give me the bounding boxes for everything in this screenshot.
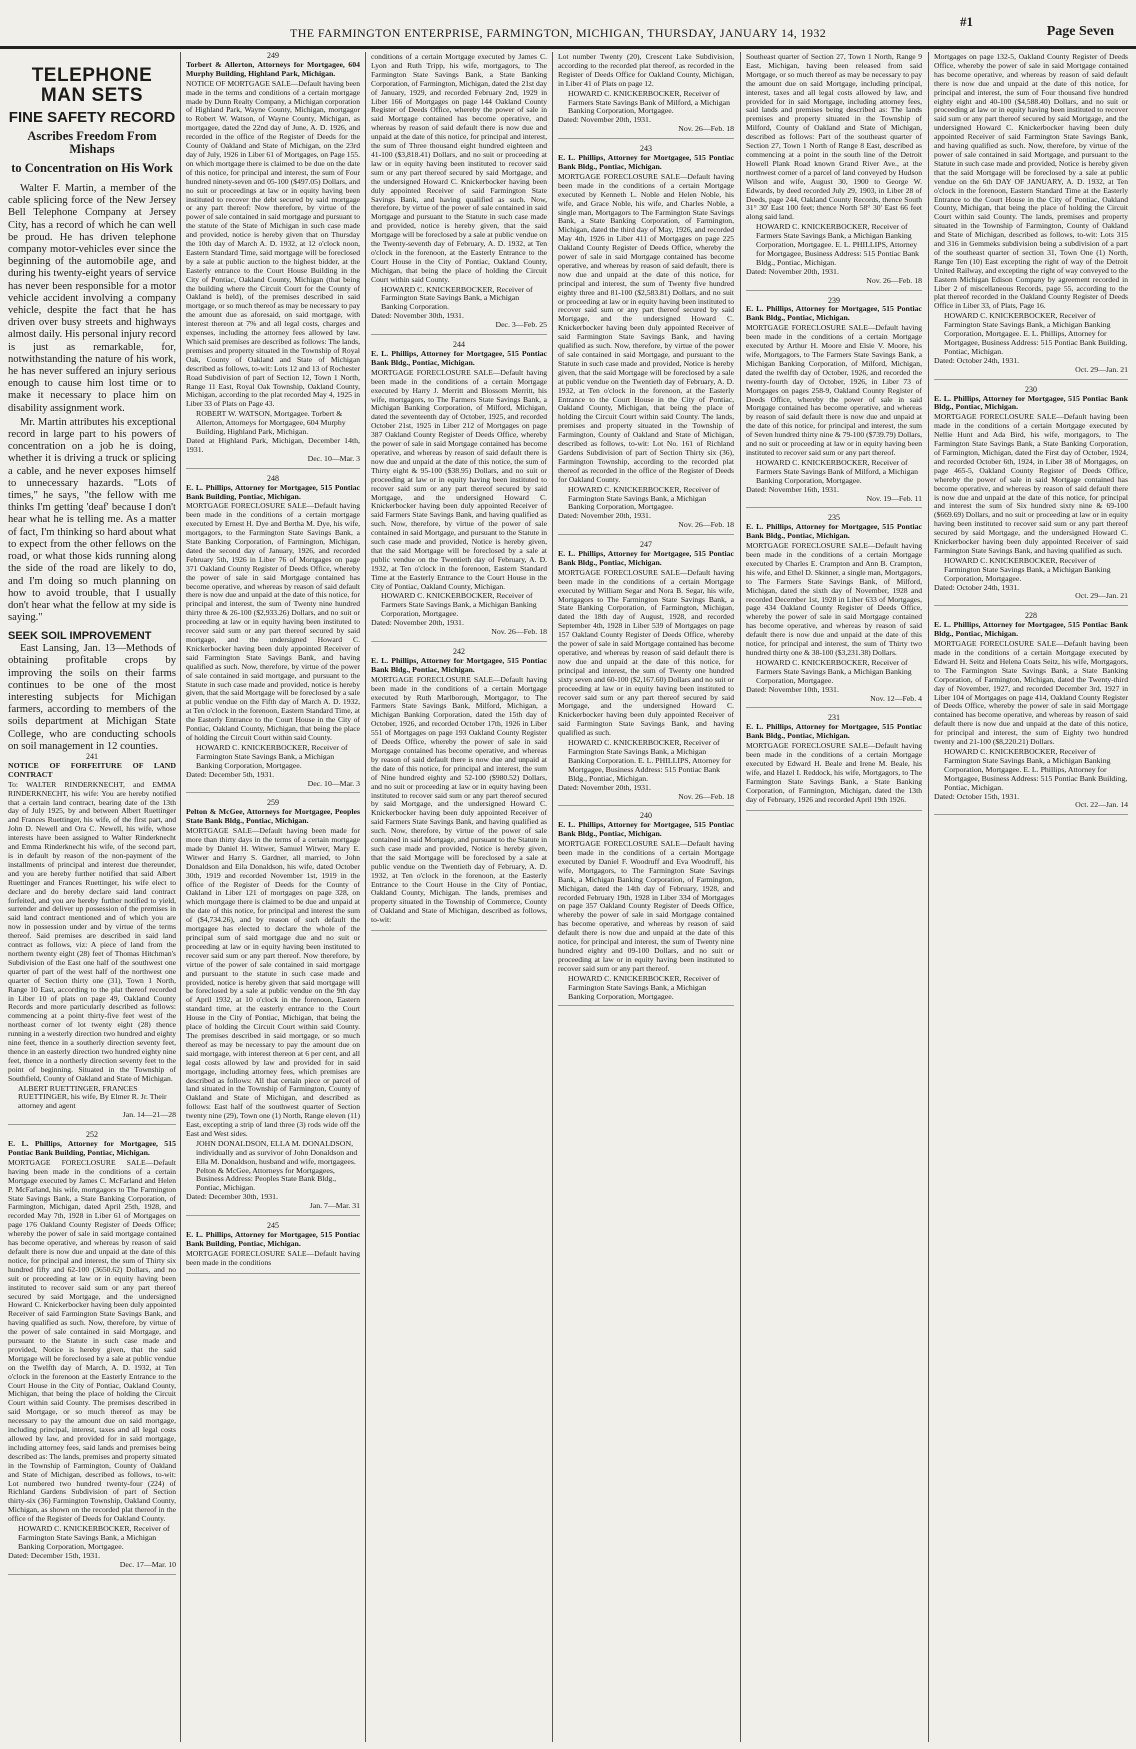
notice-text: MORTGAGE FORECLOSURE SALE—Default having been made in the conditions of a certain Mortgage executed by Kenneth L. Noble and Helen Noble, his wife, and Grace Noble, his wife, and Charles Noble, a single man, Mortgagors to The Farmington State Savings Bank, a State Banking Corporation, of Farmington, Michigan, dated the third day of May, 1926, and recorded May 4th, 1926 in Liber 411 of Mortgages on page 225 Oakland County Register of Deeds Office, whereby the power of sale in said Mortgage contained has become operative, and whereas by reason of said default, there is now due and unpaid at the date of this notice, for principal and interest, the sum of Twenty five hundred eighty three and 81-100 ($2,583.81) Dollars, and no suit or proceeding at law or in equity having been instituted to recover said sum or any part thereof secured by said Mortgage, and the undersigned Howard C. Knickerbocker having been duly appointed Receiver of said Farmington State Savings Bank, and having qualified as such. Now, therefore, by virtue of the power of sale contained in said Mortgage, and pursuant to the Statute in such case made and provided, Notice is hereby given, that the said Mortgage will be foreclosed by a sale at public vendue on the Twentieth day of February, A. D. 1932, at Ten o'clock in the forenoon, at the Easterly Entrance to the Court House in the City of Pontiac, Oakland County, Michigan, that being the place of holding the Circuit Court within said County. The lands, premises and property situated in the Township of Farmington, County of Oakland and State of Michigan, described as follows, to-wit: Lot No. 161 of Richland Gardens Subdivision of part of Section Thirty six (36), Farmington Township, according to the recorded plat thereof as recorded in the office of the Register of Deeds for Oakland County. bbox=[558, 171, 734, 484]
header-rule bbox=[0, 46, 1136, 49]
page-number: #1 bbox=[960, 14, 973, 29]
notice-publication-dates: Dec. 10—Mar. 3 bbox=[307, 778, 360, 788]
column-rule bbox=[180, 52, 181, 1742]
notice-date: Dated: December 15th, 1931. bbox=[8, 1550, 101, 1560]
notice-signature: HOWARD C. KNICKERBOCKER, Receiver of Farmington State Savings Bank, a Michigan Banking Corporation, Mortgagee. bbox=[568, 973, 720, 1001]
notice-signature: HOWARD C. KNICKERBOCKER, Receiver of Farmington State Savings Bank, a Michigan Banking Corporation. bbox=[381, 284, 533, 312]
notice-date: Dated: October 15th, 1931. bbox=[934, 791, 1020, 801]
column-3 bbox=[371, 52, 547, 1742]
notice-signature: HOWARD C. KNICKERBOCKER, Receiver of Farmington State Savings Bank, a Michigan Banking Corporation, Mortgagee. E. L. Phillips, Attorney for Mortgagee, Business Address: 515 Pontiac Bank Building, Pontiac, Michigan. bbox=[944, 746, 1128, 792]
notice-text: MORTGAGE FORECLOSURE SALE—Default having been made in the conditions of a certain mortgage executed by Ernest H. Dye and Bertha M. Dye, his wife, mortgagors, to the Farmington State Savings Bank, a State Banking Corporation, of Farmington, Michigan, dated the second day of January, 1926, and recorded February 5th, 1926 in Liber 76 of Mortgages on page 371 Oakland County Register of Deeds Office, whereby the power of sale in said Mortgage contained has become operative, and whereas by reason of said default there is now due and unpaid at the date of this notice, for principal and interest, the sum of Twenty nine hundred thirty three & 26-100 ($2,933.26) Dollars, and no suit or proceeding at law or in equity having been instituted to recover said sum or any part thereof secured by said mortgage, and the undersigned Howard C. Knickerbocker having been duly appointed Receiver of said Farmington State Savings Bank, and having qualified as such. Now, therefore, by virtue of the power of sale contained in said mortgage, and pursuant to the Statute in such case made and provided, notice is hereby given, that the said Mortgage will be foreclosed by a sale at public vendue on the Fifth day of March A. D. 1932, at Ten o'clock in the forenoon, Eastern Standard Time, at the Easterly Entrance to the Court House in the City of Pontiac, Oakland County, Michigan, that being the place of holding the Circuit Court within said County. bbox=[186, 501, 360, 742]
column-5 bbox=[746, 52, 922, 1742]
legal-notice bbox=[371, 53, 547, 335]
notice-signature: ALBERT RUETTINGER, FRANCES RUETTINGER, his wife, By Elmer R. Jr. Their attorney and agent bbox=[18, 1083, 167, 1111]
notice-publication-dates: Oct. 22—Jan. 14 bbox=[1075, 800, 1128, 810]
notice-publication-dates: Nov. 26—Feb. 18 bbox=[866, 275, 922, 285]
notice-date: Dated: November 20th, 1931. bbox=[558, 782, 651, 792]
headline-line-1: TELEPHONE MAN SETS bbox=[31, 65, 153, 106]
notice-text: MORTGAGE FORECLOSURE SALE—Default having been made in the conditions of a certain Mortgage executed by William Segar and Nora B. Segar, his wife, Mortgagors to The Farmington State Savings Bank, a State Banking Corporation, of Farmington, Michigan, dated the 18th day of August, 1928, and recorded September 4th, 1928 in Liber 539 of Mortgages on page 157 Oakland County Register of Deeds Office, whereby the power of sale in said Mortgage contained has become operative, and whereas by reason of said default there is now due and unpaid at the date of this notice, for principal and interest, the sum of Twenty one hundred sixty seven and 60-100 ($2,167.60) Dollars and no suit or proceeding at law or in equity having been instituted to recover said sum or any part thereof secured by said Mortgage, and the undersigned Howard C. Knickerbocker having been duly appointed Receiver of said Farmington State Savings Bank, and having qualified as such. bbox=[558, 567, 734, 738]
notice-attorney: E. L. Phillips, Attorney for Mortgagee, 515 Pontiac Bank Bldg., Pontiac, Michigan. bbox=[934, 620, 1128, 639]
legal-notice bbox=[8, 1131, 176, 1574]
notice-text: MORTGAGE SALE—Default having been made for more than thirty days in the terms of a certain mortgage made by Daniel H. Witwer, Samuel Witwer, Mary E. Witwer and Harry S. Gardner, all married, to John Donaldson and Eila Donaldson, his wife, dated October 30th, 1919 and recorded November 1st, 1919 in the office of the Register of Deeds for the County of Oakland in Liber 121 of mortgages on page 328, on which mortgage there is claimed to be due and unpaid at the date of this notice, for principal and interest the sum of ($4,734.26), and by reason of such default the mortgagee has elected to declare the whole of the principal sum of said mortgage due and no suit or proceeding at law or in equity having been instituted to recover said sum or any part thereof. Now therefore, by virtue of the power of sale contained in said mortgage and pursuant to the statute in such case made and provided, notice is hereby given that said mortgage will be foreclosed by a sale at public vendue on the 9th day of April 1932, at 10 o'clock in the forenoon, Eastern standard time, at the easterly entrance to the Court House in the City of Pontiac, Michigan, that being the place of holding the Circuit Court within said County. The premises described in said mortgage, or so much thereof as may be necessary to pay the amount due on said mortgage, with interest thereon at 6 per cent, and all legal costs allowed by law and provided for in said mortgage, including attorney fees, which premises are described as follows: All that certain piece or parcel of land situated in the Township of Farmington, County of Oakland and State of Michigan, and described as follows: East half of the southwest quarter of Section twenty nine (29), Town one (1) North, Range eleven (11) East, excepting a strip of land three (3) rods wide off the East and West sides. bbox=[186, 826, 360, 1138]
legal-notice bbox=[746, 297, 922, 509]
notice-text: MORTGAGE FORECLOSURE SALE—Default having been made in the conditions of a certain Mortgage executed by Nellie Hunt and Ada Bird, his wife, mortgagors, to The Farmington State Savings Bank, a State Banking Corporation, of Farmington, Michigan, dated the First day of October, 1924, and recorded October 6th, 1924, in Liber 38 of Mortgages, on page 465-5, Oakland County Register of Deeds Office, whereby the power of sale in said Mortgage contained has become operative, and whereas by reason of said default there is now due and unpaid at the date of this notice, for principal and interest the sum of Six hundred sixty nine & 69-100 ($669.69) Dollars, and no suit or proceeding at law or in equity having been instituted to recover said sum or any part thereof secured by said Mortgage, and the undersigned Howard C. Knickerbocker having been duly appointed Receiver of said Farmington State Savings Bank, and having qualified as such. bbox=[934, 412, 1128, 555]
notice-attorney: E. L. Phillips, Attorney for Mortgagee, 515 Pontiac Bank Building, Pontiac, Michigan. bbox=[186, 1230, 360, 1248]
notice-attorney: NOTICE OF FORFEITURE OF LAND CONTRACT bbox=[8, 760, 176, 779]
notice-number: 244 bbox=[453, 340, 465, 350]
notice-date: Dated: November 16th, 1931. bbox=[746, 484, 839, 494]
column-2 bbox=[186, 52, 360, 1742]
notice-date: Dated: December 30th, 1931. bbox=[186, 1192, 279, 1202]
legal-notice bbox=[934, 53, 1128, 380]
notice-signature: HOWARD C. KNICKERBOCKER, Receiver of Farmers State Savings Bank, a Michigan Banking Corporation, Mortgagee. bbox=[756, 657, 912, 685]
notice-number: 239 bbox=[828, 295, 840, 305]
notice-date: Dated: November 20th, 1931. bbox=[558, 115, 651, 125]
notice-number: 249 bbox=[267, 52, 279, 60]
deck-line-1: Ascribes Freedom From Mishaps bbox=[27, 128, 157, 156]
notice-publication-dates: Nov. 26—Feb. 18 bbox=[678, 791, 734, 801]
page-label: Page Seven bbox=[1046, 24, 1114, 39]
notice-attorney: E. L. Phillips, Attorney for Mortgagee, 515 Pontiac Bank Bldg., Pontiac, Michigan. bbox=[558, 820, 734, 839]
notice-text: MORTGAGE FORECLOSURE SALE—Default having been made in the conditions of a certain Mortgage executed by Edward H. Beale and Irene M. Beale, his wife, and Hazel I. Reddock, his wife, Mortgagors, to The Farmington State Savings Bank, a State Banking Corporation, of Farmington, Michigan, dated the 13th day of February, 1926 and recorded April 19th 1926. bbox=[746, 741, 922, 804]
notice-attorney: E. L. Phillips, Attorney for Mortgagee, 515 Pontiac Bank Bldg., Pontiac, Michigan. bbox=[746, 722, 922, 741]
notice-text: MORTGAGE FORECLOSURE SALE—Default having been made in the conditions of a certain Mortgage executed by James C. McFarland and Helen P. McFarland, his wife, mortgagors to The Farmington State Savings Bank, a State Banking Corporation, of Farmington, Michigan, dated April 25th, 1928, and recorded May 7th, 1928 in Liber 61 of Mortgages on page 176 Oakland County Register of Deeds Office; whereby the power of sale in said mortgage contained has become operative, and whereas by reason of said default there is now due and unpaid at the date of this notice, for principal and interest, the sum of Thirty six hundred fifty and 62-100 (3650.62) Dollars, and no suit or proceeding at law or in equity having been instituted to recover said sum or any part thereof secured by said Mortgage, and the undersigned Howard C. Knickerbocker having been duly appointed Receiver of said Farmington State Savings Bank, and having qualified as such. Now, therefore, by virtue of the power of sale contained in said Mortgage, and pursuant to the Statute in such case made and provided, Notice is hereby given, that the said Mortgage will be foreclosed by a sale at public vendue on the Twelfth day of March, A. D. 1932, at Ten o'clock in the forenoon at the Easterly Entrance to the Court House in the City of Pontiac, Oakland County, Michigan, that being the place of holding the Circuit Court within said County. The premises described in said Mortgage, or so much thereof as may be necessary to pay the amount due on said mortgage, including principal, interest, taxes and all legal costs allowed by law, and provided for in said mortgage, including attorney fees, said lands and premises being described as: The lands, premises and property situated in the Township of Farmington, County of Oakland and State of Michigan, described as follows, to-wit: Lot numbered two hundred twenty-four (224) of Richland Gardens Subdivision of part of Section thirty-six (36) Farmington Township, Oakland County, Michigan, as shown on the recorded plat thereof in the office of the Register of Deeds for Oakland County. bbox=[8, 1157, 176, 1524]
story-paragraph: Mr. Martin attributes his exceptional record in large part to his powers of concentration on a job he is doing, whether it is driving a truck or splicing a cable, and he never exposes himself to unnecessary hazards. "Lots of times," he says, "the fellow with me thinks I'm getting 'deaf' because I don't hear what he is telling me. As a matter of fact, I'm thinking so hard about what to expect from the other fellows on the road, or what those kids running along the side of the road are likely to do, and I'm doing so much planning on how to avoid trouble, that I usually don't hear what the fellow at my side is saying." bbox=[8, 416, 176, 624]
notice-number: 248 bbox=[267, 473, 279, 483]
notice-text: MORTGAGE FORECLOSURE SALE—Default having been made in the conditions of a certain Mortgage executed by Charles E. Crampton and Ann B. Crampton, his wife, and Ethel D. Skinner, a single man, Mortgagors, to The Farmers State Savings Bank, of Milford, Michigan, dated the sixth day of November, 1928 and recorded December 1st, 1928 in Liber 633 of Mortgages, page 434 Oakland County Register of Deeds Office, whereby the power of sale in said Mortgage contained has become operative, and whereas by reason of said default there is now due and unpaid at the date of this notice, for principal and interest, the sum of Thirty two hundred thirty one & 38-100 ($3,231.38) Dollars. bbox=[746, 541, 922, 657]
notice-signature: HOWARD C. KNICKERBOCKER, Receiver of Farmington State Savings Bank, a Michigan Banking Corporation, Mortgagee. bbox=[18, 1524, 170, 1551]
notice-publication-dates: Oct. 29—Jan. 21 bbox=[1075, 364, 1128, 374]
legal-notice bbox=[371, 648, 547, 931]
column-rule bbox=[928, 52, 929, 1742]
notice-signature: HOWARD C. KNICKERBOCKER, Receiver of Farmers State Savings Bank, a Michigan Banking Corporation, Mortgagee. E. L. PHILLIPS, Attorney for Mortgagee, Business Address: 515 Pontiac Bank Bldg., Pontiac, Michigan. bbox=[756, 222, 920, 267]
notice-signature: HOWARD C. KNICKERBOCKER, Receiver of Farmington State Savings Bank, a Michigan Banking Corporation. E. L. PHILLIPS, Attorney for Mortgagee, Business Address: 515 Pontiac Bank Bldg., Pontiac, Michigan. bbox=[568, 738, 731, 783]
legal-notice bbox=[8, 753, 176, 1125]
sub-headline: SEEK SOIL IMPROVEMENT bbox=[8, 630, 152, 643]
notice-publication-dates: Nov. 26—Feb. 18 bbox=[678, 124, 734, 134]
legal-notice bbox=[558, 541, 734, 806]
notice-attorney: E. L. Phillips, Attorney for Mortgagee, 515 Pontiac Bank Building, Pontiac, Michigan. bbox=[186, 482, 360, 501]
notice-text: NOTICE OF MORTGAGE SALE—Default having been made in the terms and conditions of a certain mortgage made by Dunn Realty Company, a Michigan corporation of Highland Park, Wayne County, Michigan, mortgagor to Robert W. Watson, of Wayne County, Michigan, as mortgagee, dated the 22nd day of June, A. D. 1926, and recorded in the office of the Register of Deeds for the County of Oakland and State of Michigan, on the 23rd day of July, 1926 in Liber 61 of Mortgages, on Page 155. on which mortgage there is claimed to be due on the date of this notice, for principal and interest, the sum of Four hundred ninety-seven and 05-100 ($497.05) Dollars, and no suit or proceedings at law or in equity having been instituted to recover the debt secured by said mortgage or any part thereof: Now therefore, by virtue of the power of sale contained in said mortgage and pursuant to the statute of the State of Michigan in such case made and provided, notice is hereby given that on Thursday the 10th day of March A. D. 1932, at 12 o'clock noon, Eastern Standard Time, said mortgage will be foreclosed by a sale at public auction to the highest bidder, at the Easterly entrance to the Court House Building in the City of Pontiac, Oakland County, Michigan (that being the building where the Circuit Court for the County of Oakland is held), of the premises described in said mortgage, or so much thereof as may be necessary to pay the amount due as aforesaid, on said mortgage, with interest thereon at 7% and all legal costs, charges and expenses, including the attorney fees allowed by law. Which said premises are described as follows: The lands, premises and property situated in the Township of Royal Oak, County of Oakland and State of Michigan described as follows, to-wit: Lots 12 and 13 of Rochester Road Subdivision of part of Section 12, Town 1 North, Range 11 East, Royal Oak Township, Oakland County, Michigan, according to the plat recorded May 4, 1925 in Liber 33 of Plats on Page 43. bbox=[186, 78, 360, 409]
notice-signature: HOWARD C. KNICKERBOCKER, Receiver of Farmington State Savings Bank, a Michigan Banking Corporation, Mortgagee. bbox=[568, 484, 720, 512]
legal-notices bbox=[8, 753, 176, 1575]
legal-notice bbox=[371, 341, 547, 642]
column-1 bbox=[8, 52, 176, 1742]
notice-attorney: E. L. Phillips, Attorney for Mortgagee, 515 Pontiac Bank Bldg., Pontiac, Michigan. bbox=[371, 655, 547, 674]
notice-date: Dated: December 5th, 1931. bbox=[186, 769, 275, 779]
notice-number: 235 bbox=[828, 513, 840, 523]
column-6 bbox=[934, 52, 1128, 1742]
notice-text: MORTGAGE FORECLOSURE SALE—Default having been made in the conditions of a certain Mortgage executed by Arthur H. Moore and Elsie V. Moore, his wife, Mortgagors, to The Farmers State Savings Bank, a Michigan Banking Corporation, of Milford, Michigan, dated the twelfth day of October, 1926, and recorded the twenty-fourth day of October, 1926, in Liber 73 of Mortgages on pages 258-9, Oakland County Register of Deeds Office, whereby the power of sale in said Mortgage contained has become operative, and whereas by reason of said default there is now due and unpaid at the date of this notice, for principal and interest, the sum of Seven hundred thirty nine & 79-100 ($739.79) Dollars, and no suit or proceeding at law or in equity having been instituted to recover said sum or any part thereof. bbox=[746, 323, 922, 457]
notice-number: 241 bbox=[86, 752, 98, 762]
notice-signature: JOHN DONALDSON, ELLA M. DONALDSON, individually and as survivor of John Donaldson and Ella M. Donaldson, husband and wife, mortgagees. Pelton & McGee, Attorneys for Mortgagees, Business Address: Peoples State Bank Bldg., Pontiac, Michigan. bbox=[196, 1138, 358, 1193]
notice-number: 242 bbox=[453, 647, 465, 656]
notice-attorney: Pelton & McGee, Attorneys for Mortgagee, Peoples State Bank Bldg., Pontiac, Michigan. bbox=[186, 807, 360, 826]
notice-signature: HOWARD C. KNICKERBOCKER, Receiver of Farmington State Savings Bank, a Michigan Banking Corporation, Mortgagee. E. L. Phillips, Attorney for Mortgagee, Business Address: 515 Pontiac Bank Building, Pontiac, Michigan. bbox=[944, 311, 1128, 356]
notice-text: To: WALTER RINDERKNECHT, and EMMA RINDERKNECHT, his wife: You are hereby notified that a certain land contract, bearing date of the 13th day of July 1925, by and between Albert Ruettinger and Frances Ruettinger, his wife, of the first part, and John D. Newell and Ora C. Newell, his wife, whose interests have been assigned to Walter Rinderknecht and Emma Rinderknecht his wife, of the second part, is in default by reason of the non-payment of the installments of principal and interest due thereunder, and you are hereby further notified that said Albert Ruettinger and Frances Ruettinger, his wife elect to declare and do hereby declare said land contract forfeited, and you are hereby further notified to yield, surrender and deliver up possession of the premises in said land contract mentioned and of which you are now in possession under and by virtue of the terms thereof. Said premises are described in said land contract as follows, viz: A piece of land from the northern twenty eight (28) feet of Thomas Hitchman's Subdivision of the East one half of the southwest one quarter of part of the west half of the northwest one quarter of Section thirty one (31), Town 1 North, Range 10 East, according to the plat thereof recorded in Liber 10 of plats on page 49, Oakland County Records and more particularly described as follows: commencing at a point thirty-five feet west of the northeast corner of lot twenty eight (28) thence running in a westerly direction two hundred and eighty nine feet, thence in a southerly direction seventy feet, thence in an easterly direction two hundred eighty nine feet, thence in a northerly direction seventy feet to the point of beginning. Situated in the Township of Southfield, County of Oakland and State of Michigan. bbox=[8, 779, 176, 1083]
notice-date: Dated at Highland Park, Michigan, December 14th, 1931. bbox=[186, 435, 360, 454]
notice-publication-dates: Dec. 3—Feb. 25 bbox=[495, 320, 547, 330]
notice-attorney: E. L. Phillips, Attorney for Mortgagee, 515 Pontiac Bank Bldg., Pontiac, Michigan. bbox=[934, 393, 1128, 412]
legal-notice bbox=[746, 53, 922, 291]
column-rule bbox=[365, 52, 366, 1742]
notice-attorney: Torbert & Allerton, Attorneys for Mortgagee, 604 Murphy Building, Highland Park, Michigan. bbox=[186, 59, 360, 78]
notice-publication-dates: Nov. 12—Feb. 4 bbox=[870, 693, 922, 703]
notice-date: Dated: November 10th, 1931. bbox=[746, 684, 839, 694]
legal-notice bbox=[934, 386, 1128, 607]
notice-publication-dates: Nov. 26—Feb. 18 bbox=[491, 627, 547, 637]
notice-number: 245 bbox=[267, 1221, 279, 1231]
notice-publication-dates: Oct. 29—Jan. 21 bbox=[1075, 591, 1128, 601]
legal-notices bbox=[934, 53, 1128, 815]
notice-number: 259 bbox=[267, 798, 279, 808]
headline-line-2: FINE SAFETY RECORD bbox=[8, 108, 176, 126]
legal-notices bbox=[558, 53, 734, 1006]
notice-text: MORTGAGE FORECLOSURE SALE—Default having been made in the conditions of a certain Mortgage executed by Ruth Marlborough, Mortgagor, to The Farmers State Savings Bank, Milford, Michigan, a Michigan Banking Corporation, dated the 15th day of October, 1926, and recorded October 17th, 1926 in Liber 551 of Mortgages on page 193 Oakland County Register of Deeds Office, whereby the power of sale in said Mortgage contained has become operative, and whereas by reason of said default there is now due and unpaid at the date of this notice, for principal and interest, the sum of Nine hundred eighty and 52-100 ($980.52) Dollars, and no suit or proceeding at law or in equity having been instituted to recover said sum or any part thereof secured by said Mortgage, and the undersigned Howard C. Knickerbocker having been duly appointed Receiver of said Farmers State Savings Bank, and having qualified as such. Now, therefore, by virtue of the power of sale contained in said Mortgage, and pursuant to the Statute in such case made and provided, Notice is hereby given, that the said Mortgage will be foreclosed by a sale at public vendue on the Twentieth day of February, A. D. 1932, at Ten o'clock in the forenoon, at the Easterly Entrance to the Court House in the City of Pontiac, Oakland County, Michigan. The lands, premises and property situated in the Township of Commerce, County of Oakland and State of Michigan, described as follows, to-wit: bbox=[371, 674, 547, 925]
notice-attorney: E. L. Phillips, Attorney for Mortgagee, 515 Pontiac Bank Bldg., Pontiac, Michigan. bbox=[558, 549, 734, 567]
notice-number: 228 bbox=[1025, 611, 1037, 621]
notice-date: Dated: November 20th, 1931. bbox=[746, 266, 839, 276]
deck-line-2: to Concentration on His Work bbox=[11, 160, 173, 175]
legal-notice bbox=[186, 52, 360, 469]
story-paragraph: Walter F. Martin, a member of the cable splicing force of the New Jersey Bell Telephone Company at Jersey City, has a record of which he can well be proud. He has driven telephone company motor-vehicles ever since the beginning of the automobile age, and during his twenty-eight years of service has never been responsible for a motor vehicle accident involving a company vehicle, despite the fact that he has driven over busy streets and highways almost daily. His personal injury record is just as remarkable, for, notwithstanding the nature of his work, he has never suffered an injury serious enough to cause him lost time or to make it necessary to place him on disability assignment work. bbox=[8, 183, 176, 414]
notice-signature: HOWARD C. KNICKERBOCKER, Receiver of Farmington State Savings Bank, a Michigan Banking Corporation, Mortgagee. bbox=[944, 555, 1111, 583]
page-header bbox=[0, 0, 1136, 38]
legal-notice bbox=[558, 145, 734, 535]
notice-date: Dated: November 20th, 1931. bbox=[558, 511, 651, 521]
notice-number: 231 bbox=[828, 713, 840, 723]
notice-text: conditions of a certain Mortgage executed by James C. Lyon and Ruth Tripp, his wife, mortgagors, to The Farmington State Savings Bank, a State Banking Corporation, of Farmington, Michigan, dated the 21st day of January, 1929, and recorded February 2nd, 1929 in Liber 166 of Mortgages on page 144 Oakland County Register of Deeds Office, whereby the power of sale in said Mortgage contained has become operative, and whereas by reason of said default there is now due and unpaid at the date of this notice, for principal and interest, the sum of Three thousand eight hundred eighteen and 41-100 ($3,818.41) Dollars, and no suit or proceeding at law or in equity having been instituted to recover said sum or any part thereof secured by said Mortgage, and the undersigned Howard C. Knickerbocker having been duly appointed Receiver of said Farmington State Savings Bank, and having qualified as such. Now, therefore, by virtue of the power of sale contained in said Mortgage and pursuant to the Statute in such case made and provided, notice is hereby given, that the said Mortgage will be foreclosed by a sale at public vendue on the Twenty-seventh day of February, A. D. 1932, at Ten o'clock in the forenoon, at the Easterly Entrance to the Court House in the City of Pontiac, Oakland County, Michigan, that being the place of holding the Circuit Court within said County. bbox=[371, 52, 547, 284]
masthead: THE FARMINGTON ENTERPRISE, FARMINGTON, MICHIGAN, THURSDAY, JANUARY 14, 1932 bbox=[290, 26, 827, 40]
notice-attorney: E. L. Phillips, Attorney for Mortgagee, 515 Pontiac Bank Bldg., Pontiac, Michigan. bbox=[558, 153, 734, 171]
notice-publication-dates: Jan. 7—Mar. 31 bbox=[309, 1201, 360, 1211]
notice-attorney: E. L. Phillips, Attorney for Mortgagee, 515 Pontiac Bank Bldg., Pontiac, Michigan. bbox=[746, 304, 922, 323]
legal-notice bbox=[934, 612, 1128, 815]
column-4 bbox=[558, 52, 734, 1742]
notice-signature: HOWARD C. KNICKERBOCKER, Receiver of Farmers State Savings Bank of Milford, a Michigan Banking Corporation, Mortgagee. bbox=[568, 88, 730, 116]
notice-date: Dated: November 20th, 1931. bbox=[371, 618, 464, 628]
notice-attorney: E. L. Phillips, Attorney for Mortgagee, 515 Pontiac Bank Bldg., Pontiac, Michigan. bbox=[746, 522, 922, 541]
notice-signature: HOWARD C. KNICKERBOCKER, Receiver of Farmers State Savings Bank of Milford, a Michigan Banking Corporation, Mortgagee. bbox=[756, 457, 918, 485]
notice-publication-dates: Dec. 10—Mar. 3 bbox=[307, 453, 360, 463]
legal-notices bbox=[371, 53, 547, 931]
legal-notice bbox=[186, 799, 360, 1216]
notice-number: 247 bbox=[640, 540, 652, 550]
notice-signature: ROBERT W. WATSON, Mortgagee. Torbert & Allerton, Attorneys for Mortgagee, 604 Murphy Building, Highland Park, Michigan. bbox=[196, 409, 346, 437]
sub-story-paragraph: East Lansing, Jan. 13—Methods of obtaining profitable crops by improving the soils on their farms continues to be one of the most interesting subjects for Michigan farmers, according to members of the soils department at Michigan State College, who are conducting schools on soil management in 12 counties. bbox=[8, 643, 176, 752]
legal-notices bbox=[746, 53, 922, 811]
notice-text: MORTGAGE FORECLOSURE SALE—Default having been made in the conditions bbox=[186, 1248, 360, 1267]
notice-date: Dated: October 24th, 1931. bbox=[934, 582, 1020, 592]
newspaper-page bbox=[0, 52, 1136, 1742]
notice-text: MORTGAGE FORECLOSURE SALE—Default having been made in the conditions of a certain Mortgage executed by Daniel F. Woodruff and Eva Woodruff, his wife, Mortgagors, to The Farmington State Savings Bank, a Michigan Banking Corporation, of Farmington, Michigan, dated the 14th day of February, 1928, and recorded February 19th, 1928 in Liber 334 of Mortgages on page 357 Oakland County Register of Deeds Office, whereby the power of sale in said Mortgage contained has become operative, and whereas by reason of said default there is now due and unpaid at the date of this notice, for principal and interest, the sum of Twenty nine hundred eighty and 09-100 Dollars, and no suit or proceeding at law or in equity having been instituted to recover said sum or any part thereof. bbox=[558, 839, 734, 973]
notice-number: 243 bbox=[640, 144, 652, 154]
notice-attorney: E. L. Phillips, Attorney for Mortgagee, 515 Pontiac Bank Building, Pontiac, Michigan. bbox=[8, 1139, 176, 1158]
notice-attorney: E. L. Phillips, Attorney for Mortgagee, 515 Pontiac Bank Bldg., Pontiac, Michigan. bbox=[371, 349, 547, 367]
notice-publication-dates: Nov. 19—Feb. 11 bbox=[866, 493, 922, 503]
column-rule bbox=[552, 52, 553, 1742]
notice-text: Mortgages on page 132-5, Oakland County Register of Deeds Office, whereby the power of sale in said Mortgage contained has become operative, and whereas by reason of said default there is now due and unpaid at the date of this notice, for principal and interest, the sum of Four thousand five hundred eighty eight and 40-100 ($4,588.40) Dollars, and no suit or proceeding at law or in equity having been instituted to recover said sum or any part thereof secured by said Mortgage, and the undersigned Howard C. Knickerbocker having been duly appointed Receiver of said Farmington State Savings Bank, and having qualified as such. Now, therefore, by virtue of the power of sale contained in said Mortgage, and pursuant to the Statute in such case made and provided, Notice is hereby given that the said Mortgage will be foreclosed by a sale at public vendue on the 6th DAY OF JANUARY, A. D. 1932, at Ten o'clock in the forenoon, Eastern Standard Time at the Easterly Entrance to the Court House in the City of Pontiac, Oakland County, Michigan, that being the place of holding the Circuit Court within said County. The lands, premises and property situated in the Township of Farmington, County of Oakland and State of Michigan, described as follows, to-wit: Lots 315 and 316 in Gemmeks subdivision being a subdivision of a part of the southeast quarter of section 31, Town One (1) North, Range Ten (10) East excepting the right of way of the Detroit United Railway, and excepting the right of way conveyed to the Eastern Michigan Edison Company by agreement recorded in Liber 2 of miscellaneous Records, page 55, according to the plat thereof recorded in the Oakland County Register of Deeds Office in Liber 33, of Plats, Page 16. bbox=[934, 52, 1128, 311]
notice-publication-dates: Jan. 14—21—28 bbox=[122, 1110, 176, 1120]
legal-notices bbox=[186, 52, 360, 1274]
notice-text: MORTGAGE FORECLOSURE SALE—Default having been made in the conditions of a certain Mortgage executed by Harry J. Merritt and Blossom Merritt, his wife, mortgagors, to The Farmers State Savings Bank, a Michigan Banking Corporation, of Milford, Michigan, dated the seventeenth day of October, 1925, and recorded October 21st, 1925 in Liber 212 of Mortgages on page 387 Oakland County Register of Deeds Office, whereby the power of sale in said Mortgage contained has become operative, and whereas by reason of said default there is now due and unpaid at the date of this notice, the sum of Thirty eight & 95-100 ($38.95) Dollars, and no suit or proceeding at law or in equity having been instituted to recover said sum or any part thereof secured by said Mortgage, and the undersigned Howard C. Knickerbocker having been duly appointed Receiver of said Farmers State Savings Bank, and having qualified as such. Now, therefore, by virtue of the power of sale contained in said Mortgage, and pursuant to the Statute in such case made and provided, Notice is hereby given, that the said Mortgage will be foreclosed by a sale at public vendue on the Twentieth day of February, A. D. 1932, at Ten o'clock in the forenoon, Eastern Standard Time at the Easterly Entrance to the Court House in the City of Pontiac, Oakland County, Michigan. bbox=[371, 367, 547, 591]
legal-notice bbox=[746, 514, 922, 708]
notice-signature: HOWARD C. KNICKERBOCKER, Receiver of Farmington State Savings Bank, a Michigan Banking Corporation, Mortgagee. bbox=[196, 742, 348, 770]
notice-number: 252 bbox=[86, 1130, 98, 1140]
column-rule bbox=[740, 52, 741, 1742]
notice-text: Lot number Twenty (20), Crescent Lake Subdivision, according to the recorded plat thereof, as recorded in the Register of Deeds Office for Oakland County, Michigan, in Liber 41 of Plats on page 12. bbox=[558, 52, 734, 88]
legal-notice bbox=[746, 714, 922, 810]
notice-text: MORTGAGE FORECLOSURE SALE—Default having been made in the conditions of a certain Mortgage executed by Edward H. Seitz and Helena Coats Seitz, his wife, Mortgagors, to The Farmington State Savings Bank, a State Banking Corporation, of Farmington, Michigan, dated the Twenty-third day of November, 1927, and recorded December 3rd, 1927 in Liber 104 of Mortgages on page 414, Oakland County Register of Deeds Office, whereby the power of sale in said Mortgage contained has become operative, and whereas by reason of said default there is now due and unpaid at the date of this notice, for principal and interest, the sum of Eighty two hundred twenty and 21-100 ($8,220.21) Dollars. bbox=[934, 639, 1128, 747]
notice-number: 230 bbox=[1025, 384, 1037, 394]
notice-date: Dated: October 24th, 1931. bbox=[934, 355, 1020, 365]
notice-publication-dates: Nov. 26—Feb. 18 bbox=[678, 520, 734, 530]
legal-notice bbox=[558, 812, 734, 1006]
notice-text: Southeast quarter of Section 27, Town 1 North, Range 9 East, Michigan, having been released from said Mortgage, or so much thereof as may be necessary to pay the amount due on said Mortgage, including principal, interest, taxes and all legal costs allowed by law, and provided for in said Mortgage, including attorney fees, said lands and premises being described as: The lands premises and property situated in the Township of Milford, County of Oakland and State of Michigan, described as follows: Part of the southeast quarter of Section 27, Town 1 North of Range 8 East, described as commencing at a point in the south line of the Detroit Howell Plank Road known Grand River Ave., at the northwest corner of a parcel of land conveyed by Hudson Wilson and wife, August 30, 1900 to George W. Edwards, by deed recorded July 29, 1903, in Liber 28 of Deeds, page 244, Oakland County Records, thence South 31° 30' East 100 feet; thence North 58° 30' East 66 feet along said land. bbox=[746, 52, 922, 222]
legal-notice bbox=[558, 53, 734, 139]
notice-number: 240 bbox=[640, 811, 652, 821]
legal-notice bbox=[186, 475, 360, 794]
notice-signature: HOWARD C. KNICKERBOCKER, Receiver of Farmers State Savings Bank, a Michigan Banking Corporation, Mortgagee. bbox=[381, 591, 537, 619]
notice-publication-dates: Dec. 17—Mar. 10 bbox=[119, 1559, 176, 1569]
notice-date: Dated: November 30th, 1931. bbox=[371, 311, 464, 321]
legal-notice bbox=[186, 1222, 360, 1274]
